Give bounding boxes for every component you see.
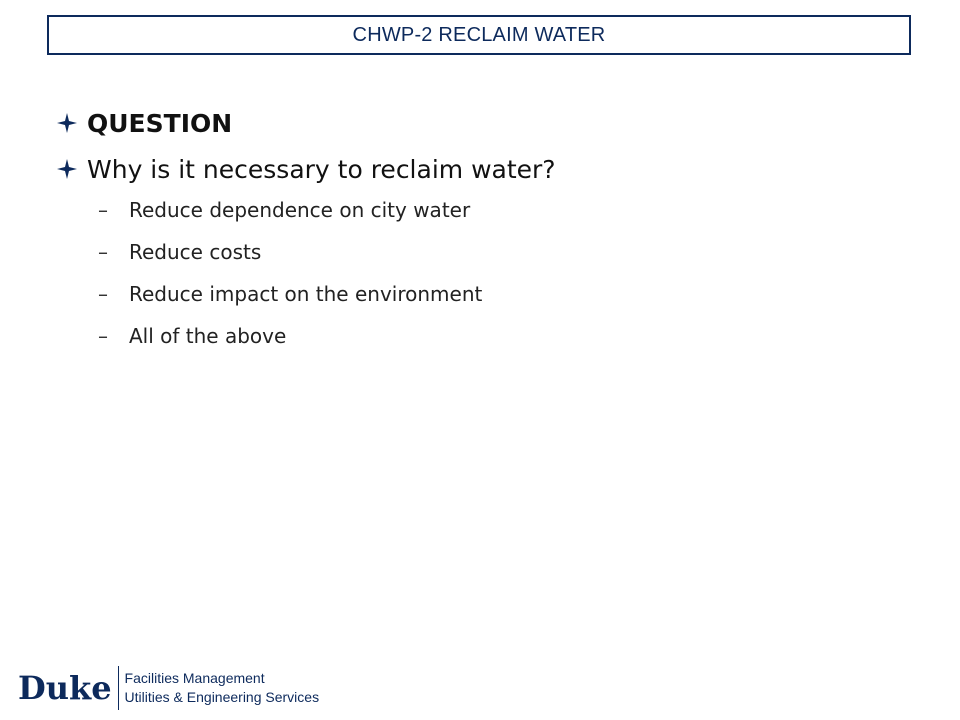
answer-list (98, 189, 915, 357)
four-point-star-icon (55, 111, 79, 135)
logo-divider (118, 666, 119, 710)
answer-item (98, 189, 915, 231)
answer-text: Reduce impact on the environment (129, 282, 483, 306)
answer-item (98, 231, 915, 273)
bullet-list (55, 100, 915, 357)
answer-item (98, 273, 915, 315)
bullet-item-question (55, 100, 915, 146)
answer-text: Reduce costs (129, 240, 262, 264)
footer-logo (18, 664, 319, 712)
duke-logo: Duke (18, 669, 112, 707)
footer-line-division: Utilities & Engineering Services (124, 689, 320, 705)
footer-text (125, 669, 320, 707)
footer-line-department: Facilities Management (124, 670, 265, 686)
answer-text: All of the above (129, 324, 287, 348)
dash-marker: – (98, 198, 108, 222)
dash-marker: – (98, 324, 108, 348)
answer-item (98, 315, 915, 357)
bullet-text: Why is it necessary to reclaim water? (87, 154, 556, 184)
bullet-text: QUESTION (87, 108, 233, 138)
slide-title: CHWP-2 RECLAIM WATER (352, 23, 606, 46)
answer-text: Reduce dependence on city water (129, 198, 471, 222)
slide-title-box (47, 15, 911, 55)
dash-marker: – (98, 282, 108, 306)
bullet-item-why (55, 146, 915, 192)
four-point-star-icon (55, 157, 79, 181)
dash-marker: – (98, 240, 108, 264)
